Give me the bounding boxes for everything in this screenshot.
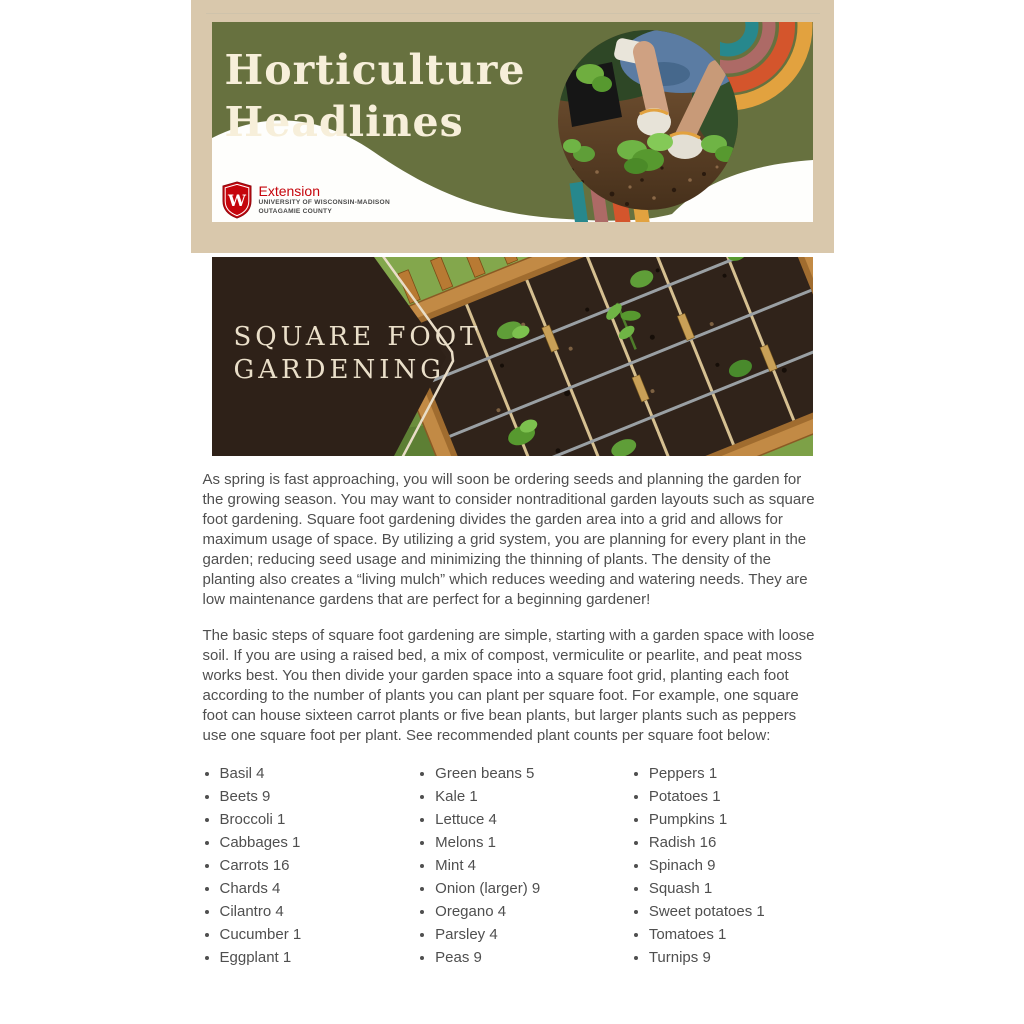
list-item: • Peas 9 — [435, 946, 632, 969]
list-item: • Mint 4 — [435, 854, 632, 877]
email-container — [191, 0, 834, 969]
newsletter-title-line1: Horticulture — [224, 46, 526, 94]
list-item: • Cucumber 1 — [220, 923, 419, 946]
list-item: • Lettuce 4 — [435, 808, 632, 831]
header-divider — [206, 13, 820, 14]
logo-university-line: UNIVERSITY OF WISCONSIN-MADISON — [258, 199, 390, 206]
list-item: • Carrots 16 — [220, 854, 419, 877]
list-item: • Basil 4 — [220, 762, 419, 785]
list-item: • Radish 16 — [649, 831, 822, 854]
svg-text:W: W — [227, 191, 246, 210]
list-item: • Cabbages 1 — [220, 831, 419, 854]
plant-list-column-1 — [203, 762, 419, 969]
masthead-banner — [212, 22, 813, 222]
logo-org-name: Extension — [258, 183, 320, 199]
feature-title — [234, 321, 482, 387]
list-item: • Potatoes 1 — [649, 785, 822, 808]
article-body — [191, 456, 834, 969]
list-item: • Eggplant 1 — [220, 946, 419, 969]
list-item: • Chards 4 — [220, 877, 419, 900]
list-item: • Peppers 1 — [649, 762, 822, 785]
logo-text — [259, 184, 390, 216]
plant-list-column-3 — [632, 762, 822, 969]
plant-count-list — [203, 762, 822, 969]
square-foot-gardening-banner — [212, 257, 813, 456]
plant-list-column-2 — [418, 762, 632, 969]
list-item: • Beets 9 — [220, 785, 419, 808]
newsletter-title — [225, 44, 526, 148]
list-item: • Kale 1 — [435, 785, 632, 808]
list-item: • Spinach 9 — [649, 854, 822, 877]
list-item: • Green beans 5 — [435, 762, 632, 785]
list-item: • Turnips 9 — [649, 946, 822, 969]
list-item: • Broccoli 1 — [220, 808, 419, 831]
steps-paragraph: The basic steps of square foot gardening are simple, starting with a garden space with loose soil. If you are using a raised bed, a mix of compost, vermiculite or pearlite, and peat moss works best. You then divide your garden space into a square foot grid, planting each foot according to the number of plants you can plant per square foot. For example, one square foot can house sixteen carrot plants or five bean plants, but larger plants such as peppers use one square foot per plant. See recommended plant counts per square foot below: — [202, 627, 815, 744]
list-item: • Pumpkins 1 — [649, 808, 822, 831]
list-item: • Sweet potatoes 1 — [649, 900, 822, 923]
list-item: • Cilantro 4 — [220, 900, 419, 923]
list-item: • Oregano 4 — [435, 900, 632, 923]
intro-paragraph: As spring is fast approaching, you will soon be ordering seeds and planning the garden for the growing season. You may want to consider nontraditional garden layouts such as square foot gardening. Square foot gardening divides the garden area into a grid and allows for maximum usage of space. By utilizing a grid system, you are planning for every plant in the garden; reducing seed usage and minimizing the thinning of plants. The density of the planting also creates a “living mulch” which reduces weeding and watering needs. They are low maintenance gardens that are perfect for a beginning gardener! — [202, 471, 815, 608]
header-section — [191, 0, 834, 253]
newsletter-title-line2: Headlines — [224, 98, 464, 146]
uw-crest-icon — [222, 181, 252, 219]
logo-county-line: OUTAGAMIE COUNTY — [258, 207, 332, 215]
feature-title-line2: GARDENING — [233, 355, 445, 385]
list-item: • Parsley 4 — [435, 923, 632, 946]
uw-extension-logo — [222, 181, 390, 219]
list-item: • Onion (larger) 9 — [435, 877, 632, 900]
list-item: • Melons 1 — [435, 831, 632, 854]
feature-title-line1: SQUARE FOOT — [233, 322, 482, 352]
list-item: • Tomatoes 1 — [649, 923, 822, 946]
list-item: • Squash 1 — [649, 877, 822, 900]
